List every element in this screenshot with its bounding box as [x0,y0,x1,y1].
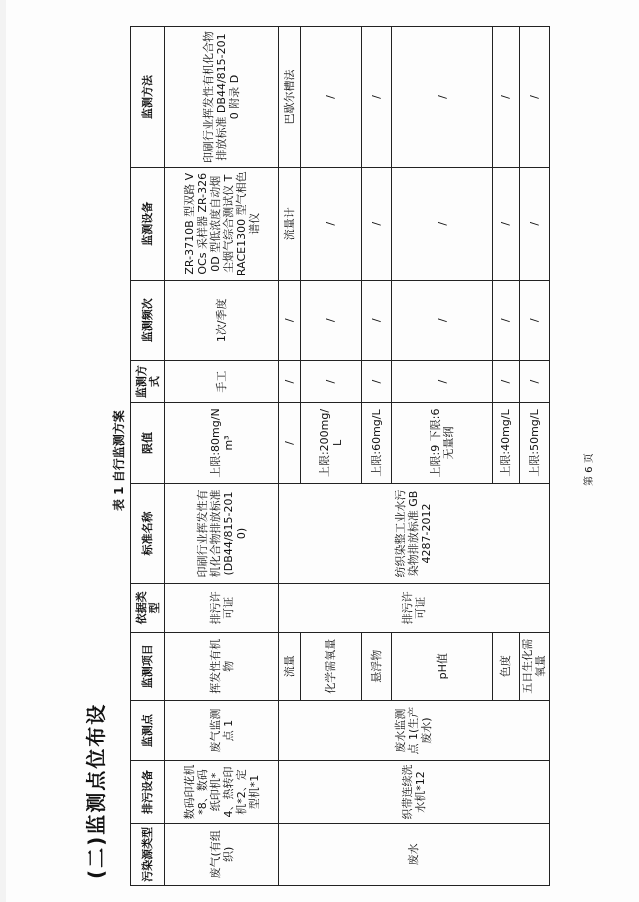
water-method: / [493,361,519,403]
water-test-method: / [493,27,519,168]
water-test-method: / [392,27,493,168]
gas-equipment: 数码印花机*8、数码纸印机*4、热转印机*2、定型机*1 [165,761,278,823]
water-device: / [392,167,493,280]
water-method: / [519,361,549,403]
gas-device: ZR-3710B 型双路 VOCs 采样器 ZR-3260D 型低浓度自动烟尘烟气综合测试仪 TRACE1300 型气相色谱仪 [165,167,278,280]
header-basis-type: 依据类型 [131,584,165,632]
water-type: 废水 [278,823,549,885]
water-test-method: / [301,27,362,168]
header-point: 监测点 [131,700,165,760]
table-caption: 表 1 自行监测方案 [112,410,126,511]
water-device: / [361,167,391,280]
gas-item: 挥发性有机物 [165,632,278,700]
water-frequency: / [392,280,493,360]
header-equipment: 排污设备 [131,761,165,823]
water-item: 五日生化需氧量 [519,632,549,700]
header-item: 监测项目 [131,632,165,700]
gas-point: 废气监测点 1 [165,700,278,760]
water-device: / [519,167,549,280]
water-limit: / [278,403,300,483]
table-row [278,27,300,886]
header-limit: 限值 [131,403,165,483]
water-limit: 上限:9 下限:6 无量纲 [392,403,493,483]
header-device: 监测设备 [131,167,165,280]
water-item: 化学需氧量 [301,632,362,700]
water-method: / [301,361,362,403]
water-equipment: 织带连续洗水机*12 [278,761,549,823]
water-basis: 排污许可证 [278,584,549,632]
table-row [165,27,278,886]
gas-standard: 印刷行业挥发性有机化合物排放标准(DB44/815-2010) [165,483,278,584]
water-method: / [361,361,391,403]
monitoring-plan-table [130,26,550,886]
water-frequency: / [278,280,300,360]
gas-frequency: 1次/季度 [165,280,278,360]
header-standard: 标准名称 [131,483,165,584]
water-device: 流量计 [278,167,300,280]
water-frequency: / [519,280,549,360]
water-limit: 上限:40mg/L [493,403,519,483]
header-pollution-type: 污染源类型 [131,823,165,885]
header-test-method: 监测方法 [131,27,165,168]
table-header-row [131,27,165,886]
gas-limit: 上限:80mg/Nm³ [165,403,278,483]
water-device: / [493,167,519,280]
water-frequency: / [493,280,519,360]
water-limit: 上限:200mg/L [301,403,362,483]
header-frequency: 监测频次 [131,280,165,360]
gas-type: 废气(有组织) [165,823,278,885]
water-point: 废水监测点 1(生产废水) [278,700,549,760]
water-item: pH值 [392,632,493,700]
water-item: 悬浮物 [361,632,391,700]
rotated-content [60,21,600,891]
water-device: / [301,167,362,280]
water-test-method: 巴歇尔槽法 [278,27,300,168]
gas-method: 手工 [165,361,278,403]
water-standard: 纺织染整工业水污染物排放标准 GB 4287-2012 [278,483,549,584]
water-frequency: / [361,280,391,360]
gas-basis: 排污许可证 [165,584,278,632]
water-test-method: / [519,27,549,168]
gas-test-method: 印刷行业挥发性有机化合物排放标准 DB44/815-2010 附录 D [165,27,278,168]
water-limit: 上限:50mg/L [519,403,549,483]
header-method: 监测方式 [131,361,165,403]
page-number: 第 6 页 [584,453,595,486]
water-item: 色度 [493,632,519,700]
water-test-method: / [361,27,391,168]
page-edge [0,0,6,902]
water-method: / [392,361,493,403]
water-frequency: / [301,280,362,360]
water-method: / [278,361,300,403]
section-title: (二)监测点位布设 [84,702,108,879]
water-limit: 上限:60mg/L [361,403,391,483]
water-item: 流量 [278,632,300,700]
